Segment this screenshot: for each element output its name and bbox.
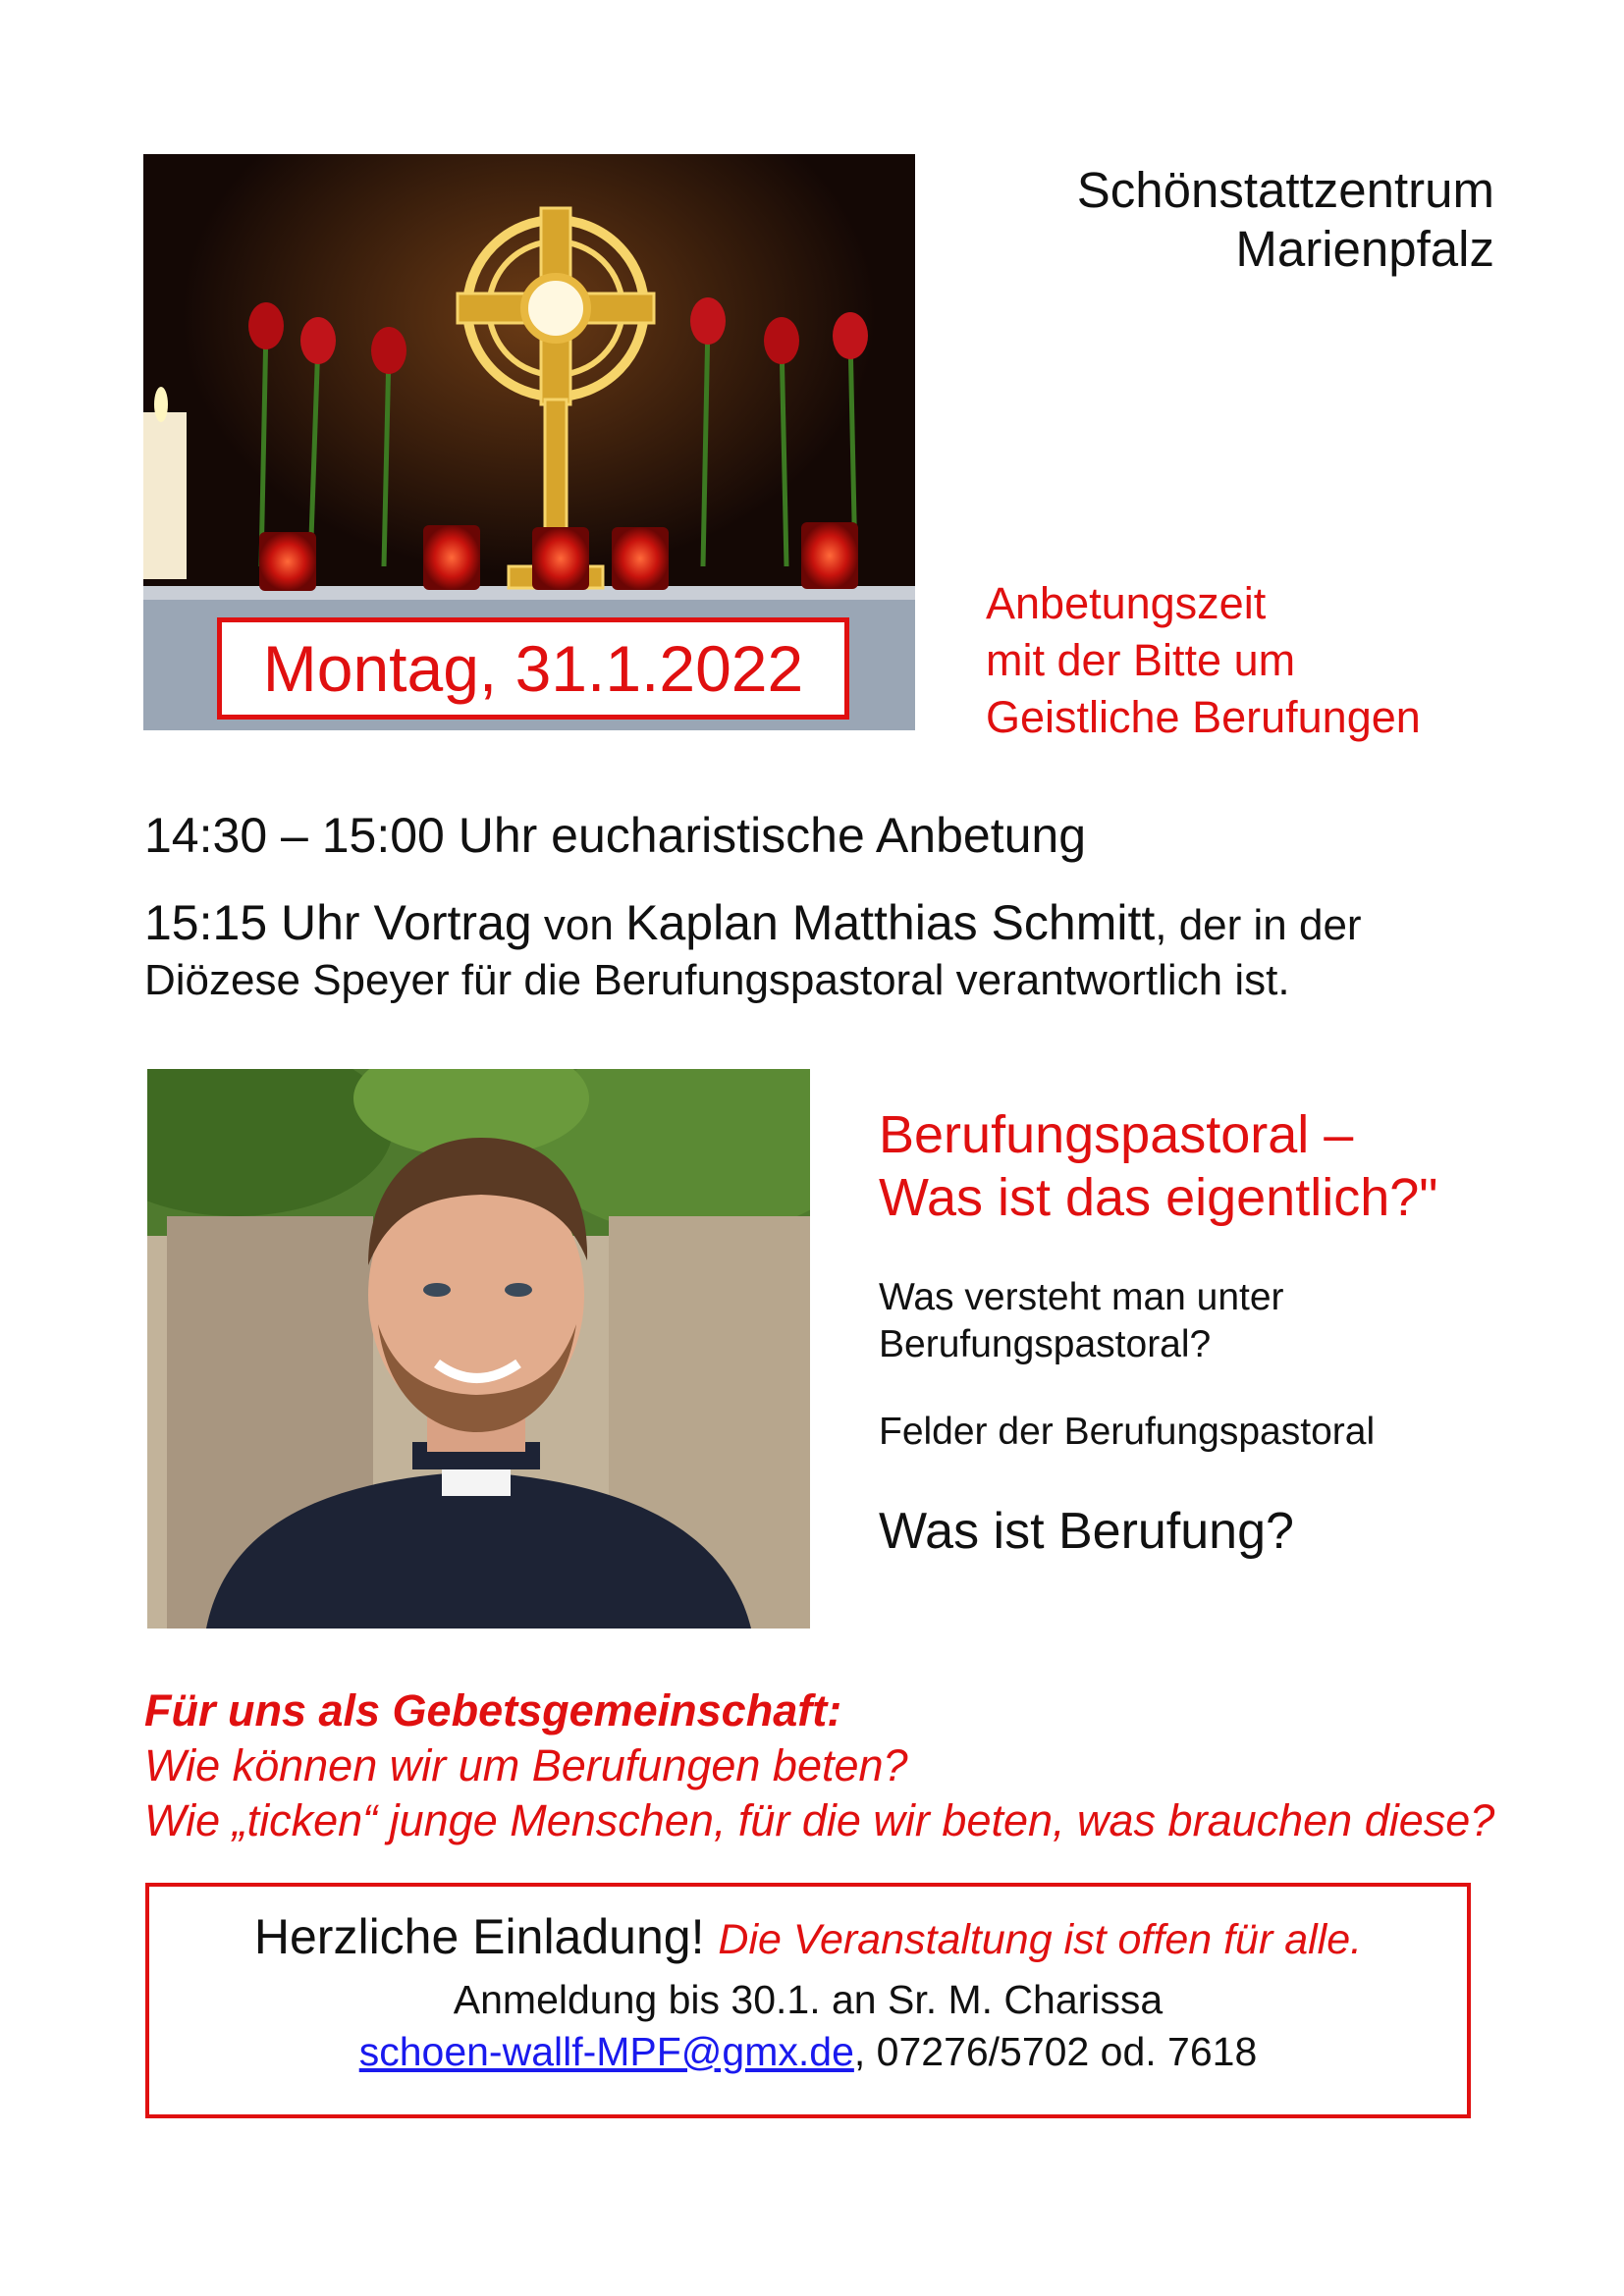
topic-title-line-2: Was ist das eigentlich?" xyxy=(879,1168,1438,1227)
org-line-2: Marienpfalz xyxy=(1235,221,1494,277)
organization-name xyxy=(1077,161,1494,279)
event-date: Montag, 31.1.2022 xyxy=(217,617,849,720)
talk-description xyxy=(144,895,1519,1008)
talk-von: von xyxy=(543,901,614,949)
intention-line-2: mit der Bitte um xyxy=(986,635,1296,685)
topic-question-1-line-1: Was versteht man unter xyxy=(879,1276,1284,1318)
prayer-line-1: Wie können wir um Berufungen beten? xyxy=(144,1740,908,1790)
event-intention xyxy=(986,575,1421,746)
prayer-community-section xyxy=(144,1683,1494,1848)
topic-title xyxy=(879,1103,1437,1229)
invitation-open-note: Die Veranstaltung ist offen für alle. xyxy=(718,1916,1363,1963)
email-link[interactable]: schoen-wallf-MPF@gmx.de xyxy=(358,2029,854,2074)
prayer-line-2: Wie „ticken“ junge Menschen, für die wir beten, was brauchen diese? xyxy=(144,1795,1495,1845)
topic-question-1 xyxy=(879,1274,1284,1368)
talk-time: 15:15 Uhr Vortrag xyxy=(144,895,532,950)
topic-question-2: Felder der Berufungspastoral xyxy=(879,1411,1376,1453)
speaker-name: Kaplan Matthias Schmitt xyxy=(625,895,1156,950)
invitation-line-1 xyxy=(149,1908,1467,1965)
invitation-box xyxy=(145,1883,1471,2118)
registration-info: Anmeldung bis 30.1. an Sr. M. Charissa xyxy=(453,1977,1164,2022)
talk-rest-b: Diözese Speyer für die Berufungspastoral verantwortlich ist. xyxy=(144,956,1290,1004)
phone-numbers: , 07276/5702 od. 7618 xyxy=(853,2029,1258,2074)
invitation-title: Herzliche Einladung! xyxy=(253,1909,705,1964)
talk-rest-a: , der in der xyxy=(1155,901,1362,949)
prayer-heading: Für uns als Gebetsgemeinschaft: xyxy=(144,1685,842,1735)
speaker-portrait xyxy=(147,1069,810,1629)
intention-line-1: Anbetungszeit xyxy=(986,578,1267,628)
topic-question-1-line-2: Berufungspastoral? xyxy=(879,1323,1212,1365)
topic-title-line-1: Berufungspastoral – xyxy=(879,1105,1354,1164)
contact-line xyxy=(149,2029,1467,2075)
adoration-time: 14:30 – 15:00 Uhr eucharistische Anbetung xyxy=(144,808,1087,863)
org-line-1: Schönstattzentrum xyxy=(1076,162,1494,218)
topic-question-3: Was ist Berufung? xyxy=(879,1503,1294,1560)
intention-line-3: Geistliche Berufungen xyxy=(986,692,1421,742)
